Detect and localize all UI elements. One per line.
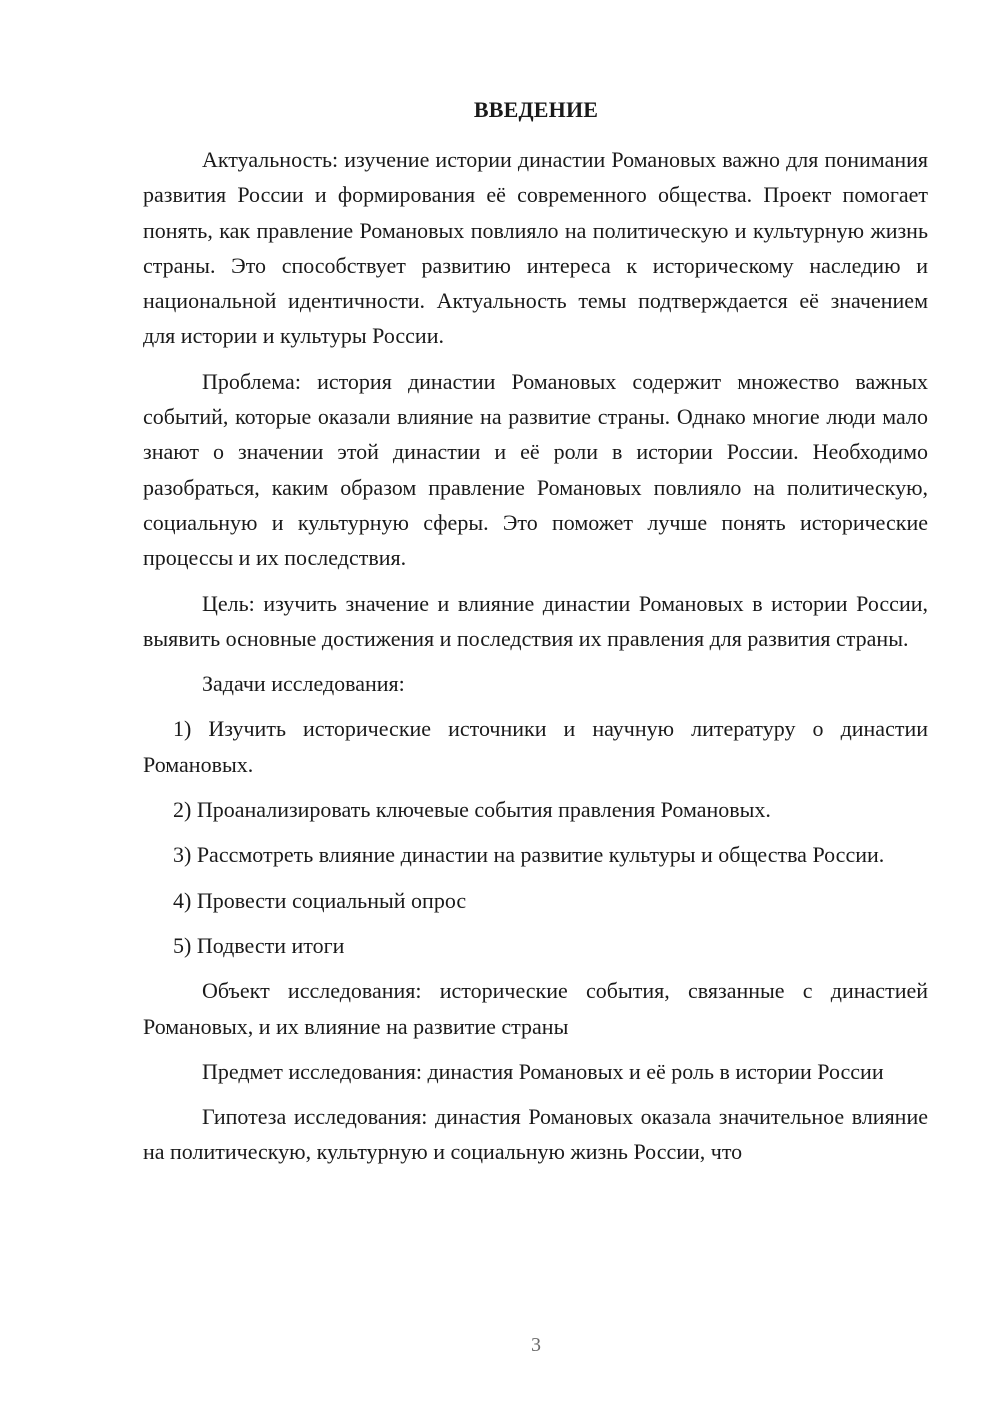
paragraph-subject: Предмет исследования: династия Романовых и её роль в истории России <box>202 1058 884 1084</box>
paragraph-object: Объект исследования: исторические события, связанные с династией Романовых, и их влияние на развитие страны <box>143 978 928 1039</box>
paragraph-problem: Проблема: история династии Романовых содержит множество важных событий, которые оказали влияние на развитие страны. Однако многие люди мало знают о значении этой династии и её роли в истории России. Необходимо разобраться, каким образом правление Романовых повлияло на политическую, социальную и культурную сферы. Это поможет лучше понять исторические процессы и их последствия. <box>143 368 928 571</box>
task-item-4: 4) Провести социальный опрос <box>173 887 467 913</box>
task-item-2: 2) Проанализировать ключевые события правления Романовых. <box>173 797 771 823</box>
task-item-3: 3) Рассмотреть влияние династии на развитие культуры и общества России. <box>173 842 885 868</box>
section-heading: ВВЕДЕНИЕ <box>473 97 599 122</box>
paragraph-tasks-heading: Задачи исследования: <box>202 671 405 697</box>
paragraph-hypothesis: Гипотеза исследования: династия Романовых оказала значительное влияние на политическую, культурную и социальную жизнь России, что <box>143 1104 928 1165</box>
task-item-5: 5) Подвести итоги <box>173 932 345 958</box>
body-text <box>143 142 928 1180</box>
task-item-1: 1) Изучить исторические источники и научную литературу о династии Романовых. <box>143 716 928 777</box>
paragraph-goal: Цель: изучить значение и влияние династии Романовых в истории России, выявить основные достижения и последствия их правления для развития страны. <box>143 590 928 651</box>
paragraph-relevance: Актуальность: изучение истории династии Романовых важно для понимания развития России и формирования её современного общества. Проект помогает понять, как правление Романовых повлияло на политическую и культурную жизнь страны. Это способствует развитию интереса к историческому наследию и национальной идентичности. Актуальность темы подтверждается её значением для истории и культуры России. <box>143 147 928 349</box>
page-number: 3 <box>531 1334 541 1356</box>
